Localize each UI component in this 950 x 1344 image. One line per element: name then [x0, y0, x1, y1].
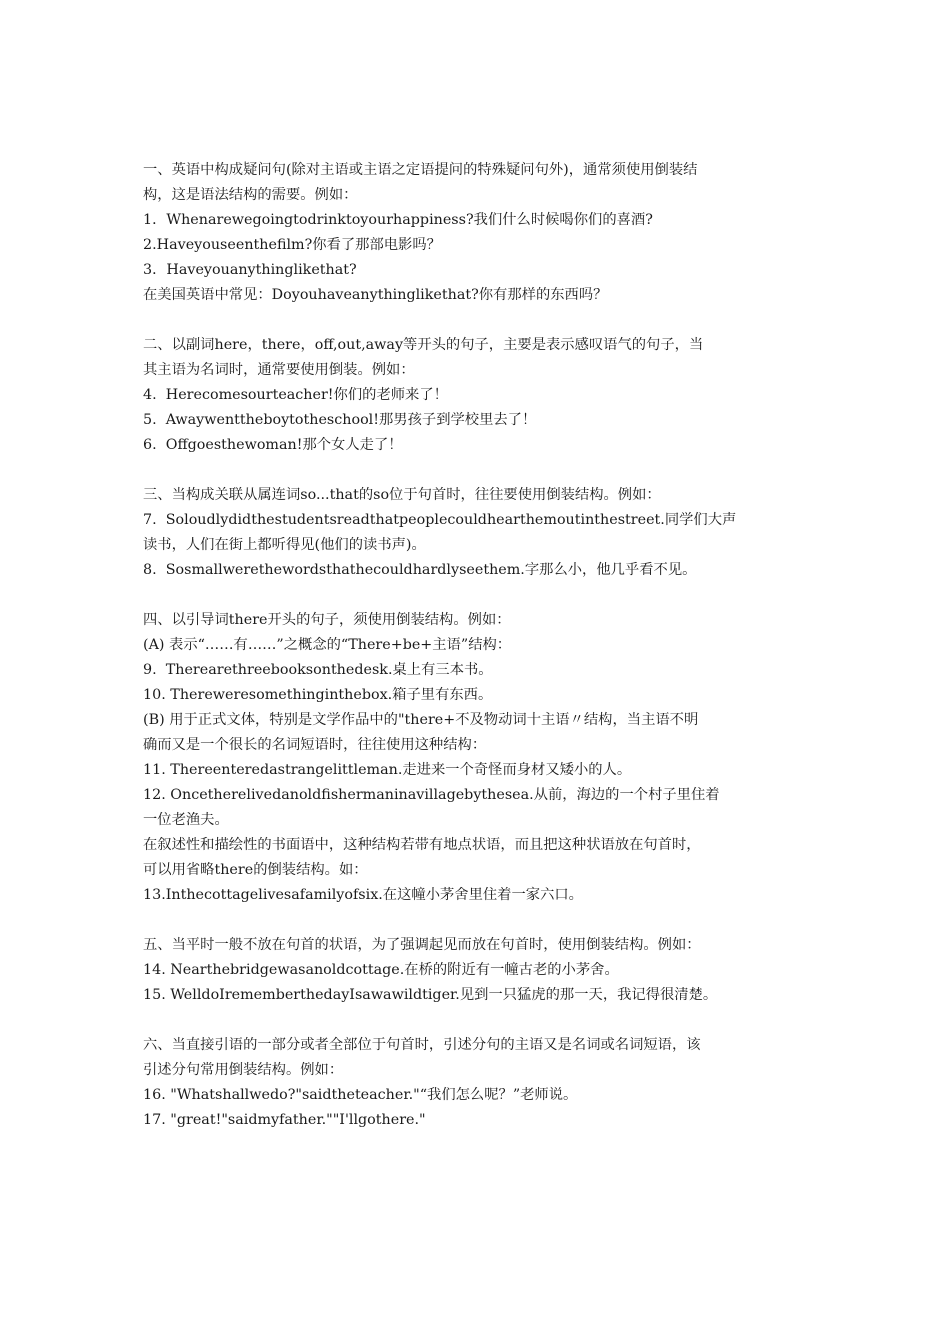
example-line: 4. Herecomesourteacher!你们的老师来了！: [143, 387, 448, 403]
paragraph-line: 六、当直接引语的一部分或者全部位于句首时，引述分句的主语又是名词或名词短语，该: [143, 1037, 701, 1053]
paragraph-line: (B) 用于正式文体，特别是文学作品中的"there+不及物动词十主语〃结构，当主语不明: [143, 712, 699, 728]
paragraph-line: 三、当构成关联从属连词so...that的so位于句首时，往往要使用倒装结构。例如：: [143, 487, 661, 503]
paragraph-line: 引述分句常用倒装结构。例如：: [143, 1062, 344, 1078]
paragraph-line: (A) 表示“……有……”之概念的“There+be+主语”结构：: [143, 637, 512, 653]
paragraph-line: 五、当平时一般不放在句首的状语，为了强调起见而放在句首时，使用倒装结构。例如：: [143, 937, 701, 953]
section-1: [143, 158, 813, 308]
example-line: 1．Whenarewegoingtodrinktoyourhappiness?我们什么时候喝你们的喜酒?: [143, 212, 653, 228]
section-4: [143, 608, 813, 908]
example-line: 14. Nearthebridgewasanoldcottage.在桥的附近有一幢古老的小茅舍。: [143, 962, 619, 978]
section-gap: [143, 908, 813, 933]
section-5: [143, 933, 813, 1008]
section-3: [143, 483, 813, 583]
example-line: 13.Inthecottagelivesafamilyofsix.在这幢小茅舍里住着一家六口。: [143, 887, 583, 903]
section-6: [143, 1033, 813, 1133]
section-gap: [143, 1008, 813, 1033]
paragraph-line: 二、以副词here，there，off,out,away等开头的句子，主要是表示感叹语气的句子，当: [143, 337, 704, 353]
example-line: 11. Thereenteredastrangelittleman.走进来一个奇怪而身材又矮小的人。: [143, 762, 632, 778]
paragraph-line: 其主语为名词时，通常要使用倒装。例如：: [143, 362, 415, 378]
example-line: 7. Soloudlydidthestudentsreadthatpeoplecouldhearthemoutinthestreet.同学们大声: [143, 512, 737, 528]
section-gap: [143, 583, 813, 608]
example-line: 3．Haveyouanythinglikethat?: [143, 262, 357, 278]
example-line: 17. "great!"saidmyfather.""I'llgothere.": [143, 1112, 426, 1128]
example-line: 15. WelldoIrememberthedayIsawawildtiger.见到一只猛虎的那一天，我记得很清楚。: [143, 987, 718, 1003]
example-line: 8. Sosmallwerethewordsthathecouldhardlyseethem.字那么小，他几乎看不见。: [143, 562, 697, 578]
paragraph-line: 在美国英语中常见：Doyouhaveanythinglikethat?你有那样的东西吗？: [143, 287, 608, 303]
example-line: 12. Oncetherelivedanoldfishermaninavillagebythesea.从前，海边的一个村子里住着: [143, 787, 720, 803]
paragraph-line: 构，这是语法结构的需要。例如：: [143, 187, 358, 203]
example-line: 5. Awaywenttheboytotheschool!那男孩子到学校里去了！: [143, 412, 537, 428]
document-body: [143, 158, 813, 1133]
example-line: 2.Haveyouseenthefilm?你看了那部电影吗？: [143, 237, 441, 253]
example-line: 10. Thereweresomethingintheboх.箱子里有东西。: [143, 687, 493, 703]
example-line: 16. "Whatshallwedo?"saidtheteacher."“我们怎么呢？”老师说。: [143, 1087, 578, 1103]
section-gap: [143, 308, 813, 333]
example-line: 读书，人们在街上都听得见(他们的读书声)。: [143, 537, 426, 553]
paragraph-line: 在叙述性和描绘性的书面语中，这种结构若带有地点状语，而且把这种状语放在句首时，: [143, 837, 701, 853]
paragraph-line: 一、英语中构成疑问句(除对主语或主语之定语提问的特殊疑问句外)，通常须使用倒装结: [143, 162, 698, 178]
example-line: 6. Offgoesthewoman!那个女人走了！: [143, 437, 403, 453]
paragraph-line: 四、以引导词there开头的句子，须使用倒装结构。例如：: [143, 612, 511, 628]
section-gap: [143, 458, 813, 483]
example-line: 9. Therearethreebooksonthedesk.桌上有三本书。: [143, 662, 493, 678]
section-2: [143, 333, 813, 458]
example-line: 一位老渔夫。: [143, 812, 229, 828]
paragraph-line: 确而又是一个很长的名词短语时，往往使用这种结构：: [143, 737, 487, 753]
paragraph-line: 可以用省略there的倒装结构。如：: [143, 862, 368, 878]
